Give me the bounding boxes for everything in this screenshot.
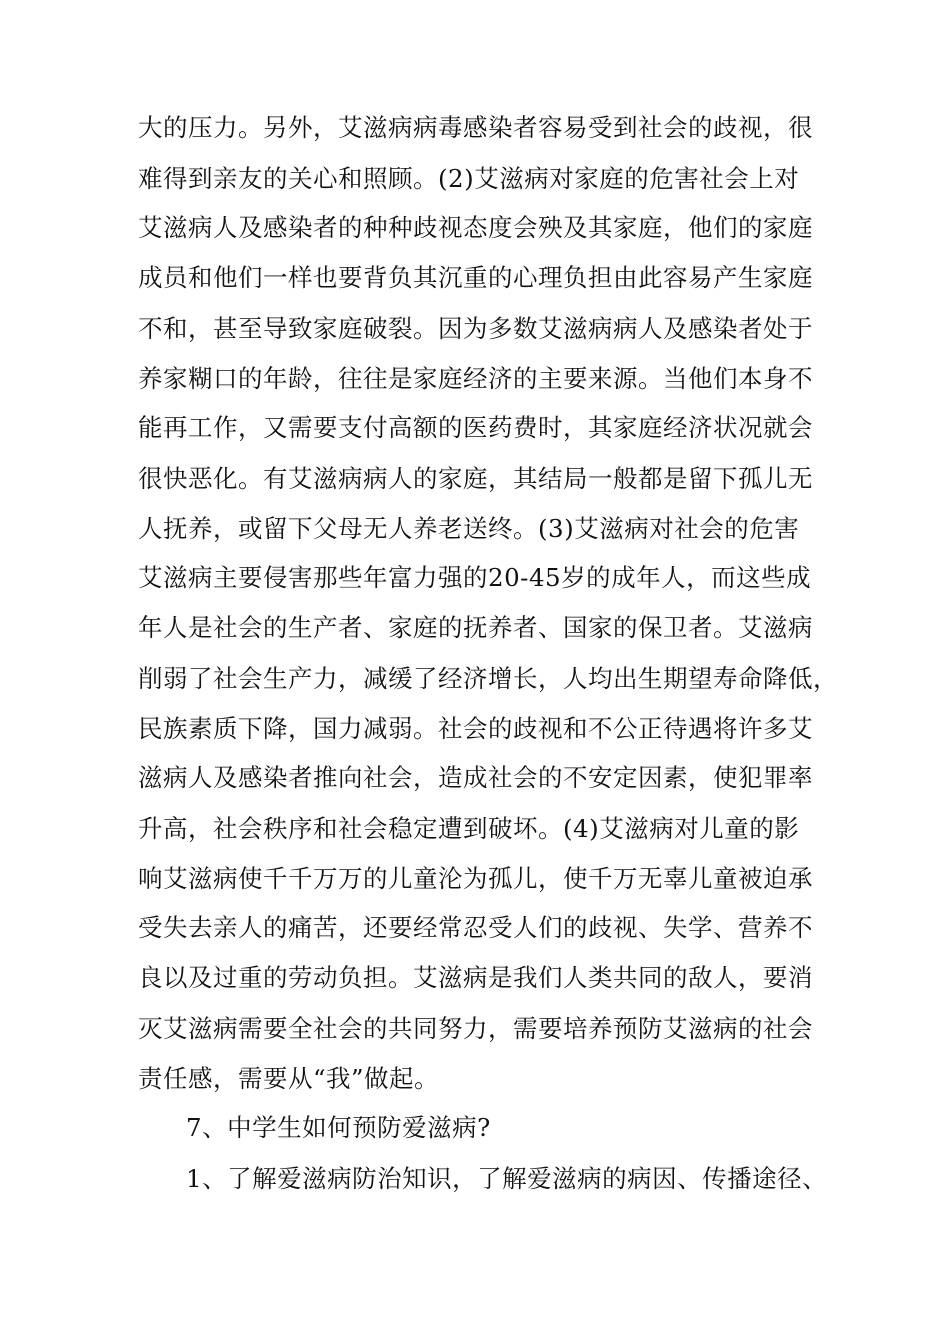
body-text-line: 难得到亲友的关心和照顾。(2)艾滋病对家庭的危害社会上对 <box>138 164 800 193</box>
body-text-line: 灭艾滋病需要全社会的共同努力，需要培养预防艾滋病的社会 <box>138 1014 813 1043</box>
body-text-line: 滋病人及感染者推向社会，造成社会的不安定因素，使犯罪率 <box>138 763 813 792</box>
body-text-line: 响艾滋病使千千万万的儿童沦为孤儿，使千万无辜儿童被迫承 <box>138 864 813 893</box>
body-text-line: 艾滋病主要侵害那些年富力强的20-45岁的成年人，而这些成 <box>138 563 812 592</box>
body-text-line: 养家糊口的年龄，往往是家庭经济的主要来源。当他们本身不 <box>138 364 813 393</box>
body-text-line: 人抚养，或留下父母无人养老送终。(3)艾滋病对社会的危害 <box>138 514 800 543</box>
body-text-line: 很快恶化。有艾滋病病人的家庭，其结局一般都是留下孤儿无 <box>138 464 813 493</box>
body-text-line: 大的压力。另外，艾滋病病毒感染者容易受到社会的歧视，很 <box>138 113 813 142</box>
body-text-line: 年人是社会的生产者、家庭的抚养者、国家的保卫者。艾滋病 <box>138 613 813 642</box>
body-text-line: 民族素质下降，国力减弱。社会的歧视和不公正待遇将许多艾 <box>138 714 813 743</box>
body-text-line: 削弱了社会生产力，减缓了经济增长，人均出生期望寿命降低， <box>138 664 838 693</box>
numbered-item-1: 1、了解爱滋病防治知识，了解爱滋病的病因、传播途径、 <box>186 1164 828 1193</box>
body-text-line: 责任感，需要从“我”做起。 <box>138 1064 440 1093</box>
body-text-line: 能再工作，又需要支付高额的医药费时，其家庭经济状况就会 <box>138 413 813 442</box>
body-text-line: 成员和他们一样也要背负其沉重的心理负担由此容易产生家庭 <box>138 263 813 292</box>
section-heading: 7、中学生如何预防爱滋病? <box>186 1113 491 1142</box>
body-text-line: 艾滋病人及感染者的种种歧视态度会殃及其家庭，他们的家庭 <box>138 213 813 242</box>
body-text-line: 受失去亲人的痛苦，还要经常忍受人们的歧视、失学、营养不 <box>138 913 813 942</box>
body-text-line: 不和，甚至导致家庭破裂。因为多数艾滋病病人及感染者处于 <box>138 314 813 343</box>
body-text-line: 升高，社会秩序和社会稳定遭到破坏。(4)艾滋病对儿童的影 <box>138 814 800 843</box>
body-text-line: 良以及过重的劳动负担。艾滋病是我们人类共同的敌人，要消 <box>138 963 813 992</box>
